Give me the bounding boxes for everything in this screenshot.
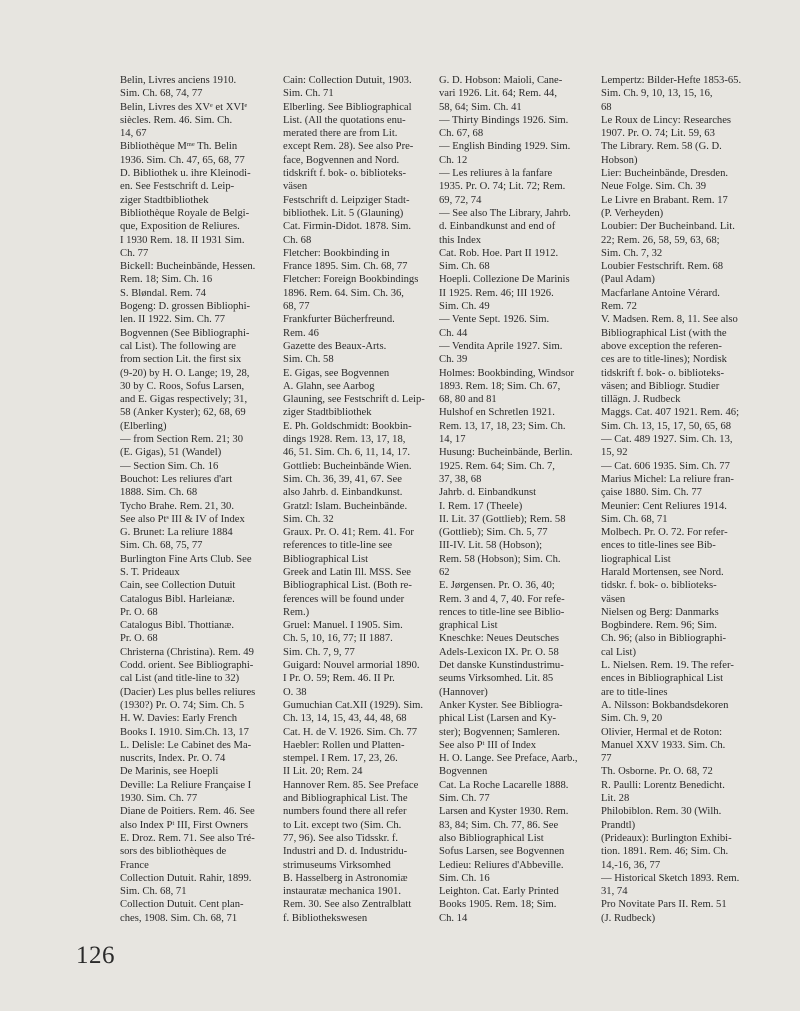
- index-line: Ch. 14: [439, 912, 468, 924]
- index-line: ces are to title-lines); Nordisk: [601, 354, 727, 366]
- index-line: (Dacier) Les plus belles reliures: [120, 686, 256, 698]
- index-line: references to title-line see: [283, 540, 393, 552]
- index-line: Sim. Ch. 71: [283, 88, 334, 100]
- index-line: Lit. 28: [601, 793, 630, 805]
- index-line: Belin, Livres anciens 1910.: [120, 75, 237, 86]
- index-line: (E. Gigas), 51 (Wandel): [120, 447, 222, 459]
- index-line: Th. Osborne. Pr. O. 68, 72: [601, 766, 713, 778]
- index-line: rences to title-line see Biblio-: [439, 606, 565, 618]
- index-line: Bibliographical List: [283, 553, 369, 565]
- index-line: I. Rem. 17 (Theele): [439, 500, 523, 512]
- index-line: väsen: [283, 181, 308, 193]
- index-line: III-IV. Lit. 58 (Hobson);: [439, 540, 543, 552]
- index-line: Sim. Ch. 77: [439, 793, 490, 805]
- index-line: strimuseums Virksomhed: [283, 859, 391, 871]
- index-line: Lempertz: Bilder-Hefte 1853-65.: [601, 75, 742, 86]
- index-line: — Vente Sept. 1926. Sim.: [439, 314, 550, 326]
- index-line: Rem. 3 and 4, 7, 40. For refe-: [439, 593, 565, 605]
- index-line: cal List (and title-line to 32): [120, 673, 240, 685]
- index-line: Bibliographical List. (Both re-: [283, 580, 412, 592]
- index-line: Sim. Ch. 68, 75, 77: [120, 540, 203, 552]
- index-line: Lier: Bucheinbände, Dresden.: [601, 168, 729, 180]
- index-line: Det danske Kunstindustrimu-: [439, 660, 564, 672]
- index-line: Sim. Ch. 68, 71: [120, 886, 187, 898]
- index-line: 15, 92: [601, 447, 628, 459]
- index-line: Neue Folge. Sim. Ch. 39: [601, 181, 707, 193]
- index-line: (Hannover): [439, 686, 488, 698]
- index-line: 1925. Rem. 64; Sim. Ch. 7,: [439, 460, 555, 472]
- index-line: 68, 80 and 81: [439, 394, 497, 406]
- index-line: S. T. Prideaux: [120, 566, 180, 578]
- index-line: Fletcher: Foreign Bookbindings: [283, 274, 419, 286]
- index-line: que, Exposition de Reliures.: [120, 221, 240, 233]
- index-line: A. Nilsson: Bokbandsdekoren: [601, 699, 729, 711]
- index-line: 14,-16, 36, 77: [601, 859, 661, 871]
- index-column-2: [283, 74, 433, 925]
- index-line: ziger Stadtbibliothek: [283, 407, 372, 419]
- index-line: face, Bogvennen and Nord.: [283, 154, 400, 166]
- index-line: Ch. 77: [120, 247, 149, 259]
- index-line: ferences will be found under: [283, 593, 405, 605]
- index-line: Molbech. Pr. O. 72. For refer-: [601, 527, 728, 539]
- index-line: Sim. Ch. 68: [439, 261, 490, 273]
- index-line: 14, 67: [120, 128, 147, 140]
- index-line: Le Roux de Lincy: Researches: [601, 114, 732, 126]
- index-line: (Gottlieb); Sim. Ch. 5, 77: [439, 527, 548, 539]
- index-line: (Prideaux): Burlington Exhibi-: [601, 832, 732, 844]
- index-line: — Historical Sketch 1893. Rem.: [601, 872, 740, 884]
- index-line: Meunier: Cent Reliures 1914.: [601, 500, 727, 512]
- index-line: Rem. 46: [283, 327, 319, 339]
- index-line: Ch. 39: [439, 354, 468, 366]
- page-number: 126: [76, 942, 115, 969]
- index-line: O. 38: [283, 686, 307, 698]
- index-line: II. Lit. 37 (Gottlieb); Rem. 58: [439, 513, 566, 525]
- index-line: 68, 77: [283, 301, 310, 313]
- index-line: 22; Rem. 26, 58, 59, 63, 68;: [601, 234, 720, 246]
- index-line: Cat. La Roche Lacarelle 1888.: [439, 779, 569, 791]
- index-line: I Pr. O. 59; Rem. 46. II Pr.: [283, 673, 395, 685]
- index-line: Manuel XXV 1933. Sim. Ch.: [601, 739, 726, 751]
- index-line: Cat. H. de V. 1926. Sim. Ch. 77: [283, 726, 418, 738]
- index-line: Guigard: Nouvel armorial 1890.: [283, 660, 420, 672]
- index-line: Deville: La Reliure Française I: [120, 779, 252, 791]
- index-line: Fletcher: Bookbinding in: [283, 247, 390, 259]
- index-line: II Lit. 20; Rem. 24: [283, 766, 363, 778]
- index-line: France 1895. Sim. Ch. 68, 77: [283, 261, 408, 273]
- index-line: Sim. Ch. 32: [283, 513, 334, 525]
- index-line: (J. Rudbeck): [601, 912, 656, 924]
- index-line: Rem. 72: [601, 301, 637, 313]
- index-line: Husung: Bucheinbände, Berlin.: [439, 447, 573, 459]
- index-line: Rem. 30. See also Zentralblatt: [283, 899, 412, 911]
- index-line: (P. Verheyden): [601, 207, 664, 219]
- index-line: De Marinis, see Hoepli: [120, 766, 219, 778]
- index-line: H. O. Lange. See Preface, Aarb.,: [439, 753, 578, 765]
- index-line: Leighton. Cat. Early Printed: [439, 886, 559, 898]
- index-line: Sim. Ch. 9, 10, 13, 15, 16,: [601, 88, 713, 100]
- index-line: Collection Dutuit. Rahir, 1899.: [120, 872, 252, 884]
- index-line: Hannover Rem. 85. See Preface: [283, 779, 419, 791]
- index-line: to Lit. except two (Sim. Ch.: [283, 819, 402, 831]
- index-line: instauratæ mechanica 1901.: [283, 886, 401, 898]
- index-line: Bibliographical List (with the: [601, 327, 727, 339]
- index-line: Le Livre en Brabant. Rem. 17: [601, 194, 728, 206]
- index-line: also Jahrb. d. Einbandkunst.: [283, 487, 403, 499]
- index-line: — Cat. 489 1927. Sim. Ch. 13,: [601, 434, 733, 446]
- index-line: Anker Kyster. See Bibliogra-: [439, 699, 563, 711]
- index-line: Sim. Ch. 7, 9, 77: [283, 646, 355, 658]
- index-line: Rem. 13, 17, 18, 23; Sim. Ch.: [439, 420, 566, 432]
- index-line: Greek and Latin Ill. MSS. See: [283, 566, 411, 578]
- index-line: nuscrits, Index. Pr. O. 74: [120, 753, 226, 765]
- index-line: Ch. 5, 10, 16, 77; II 1887.: [283, 633, 393, 645]
- index-line: 37, 38, 68: [439, 473, 482, 485]
- index-line: Glauning, see Festschrift d. Leip-: [283, 394, 425, 406]
- index-line: Sofus Larsen, see Bogvennen: [439, 846, 565, 858]
- index-line: Hoepli. Collezione De Marinis: [439, 274, 570, 286]
- index-line: seums Virksomhed. Lit. 85: [439, 673, 554, 685]
- index-line: Burlington Fine Arts Club. See: [120, 553, 252, 565]
- index-line: tidskrift f. bok- o. biblioteks-: [601, 367, 724, 379]
- index-line: Jahrb. d. Einbandkunst: [439, 487, 537, 499]
- index-line: tidskrift f. bok- o. biblioteks-: [283, 168, 406, 180]
- index-line: väsen: [601, 593, 626, 605]
- index-line: (9-20) by H. O. Lange; 19, 28,: [120, 367, 250, 379]
- index-line: 68: [601, 101, 612, 113]
- index-line: Philobiblon. Rem. 30 (Wilh.: [601, 806, 722, 818]
- index-line: A. Glahn, see Aarbog: [283, 380, 375, 392]
- index-line: Maggs. Cat. 407 1921. Rem. 46;: [601, 407, 740, 419]
- index-line: f. Bibliothekswesen: [283, 912, 368, 924]
- index-line: 1888. Sim. Ch. 68: [120, 487, 198, 499]
- index-line: Bouchot: Les reliures d'art: [120, 473, 233, 485]
- index-line: Cain: Collection Dutuit, 1903.: [283, 75, 412, 86]
- index-line: (Elberling): [120, 420, 167, 432]
- index-line: 58 (Anker Kyster); 62, 68, 69: [120, 407, 246, 419]
- index-line: The Library. Rem. 58 (G. D.: [601, 141, 722, 153]
- index-line: E. Jørgensen. Pr. O. 36, 40;: [439, 580, 555, 592]
- index-line: H. W. Davies: Early French: [120, 713, 238, 725]
- index-line: d. Einbandkunst and end of: [439, 221, 556, 233]
- index-line: 1930. Sim. Ch. 77: [120, 793, 198, 805]
- index-line: len. II 1922. Sim. Ch. 77: [120, 314, 226, 326]
- index-line: tion. 1891. Rem. 46; Sim. Ch.: [601, 846, 729, 858]
- index-line: bibliothek. Lit. 5 (Glauning): [283, 207, 404, 219]
- index-line: Cat. Rob. Hoe. Part II 1912.: [439, 247, 559, 259]
- index-line: Books 1905. Rem. 18; Sim.: [439, 899, 557, 911]
- index-line: Sim. Ch. 13, 15, 17, 50, 65, 68: [601, 420, 732, 432]
- index-line: numbers found there all refer: [283, 806, 407, 818]
- index-line: Bibliothèque Mᵐᵉ Th. Belin: [120, 141, 238, 153]
- index-line: Rem.): [283, 606, 310, 618]
- index-line: Sim. Ch. 68, 71: [601, 513, 668, 525]
- index-line: E. Ph. Goldschmidt: Bookbin-: [283, 420, 412, 432]
- index-line: liographical List: [601, 553, 671, 565]
- index-line: Belin, Livres des XVᵉ et XVIᵉ: [120, 101, 248, 113]
- index-line: Collection Dutuit. Cent plan-: [120, 899, 244, 911]
- index-line: — See also The Library, Jahrb.: [439, 207, 571, 219]
- index-line: Books I. 1910. Sim.Ch. 13, 17: [120, 726, 249, 738]
- index-line: Pro Novitate Pars II. Rem. 51: [601, 899, 727, 911]
- index-line: L. Nielsen. Rem. 19. The refer-: [601, 660, 734, 672]
- index-line: Bickell: Bucheinbände, Hessen.: [120, 261, 256, 273]
- index-line: — Vendita Aprile 1927. Sim.: [439, 340, 563, 352]
- index-line: Gumuchian Cat.XII (1929). Sim.: [283, 699, 424, 711]
- index-line: merated there are from Lit.: [283, 128, 398, 140]
- index-line: Pr. O. 68: [120, 606, 158, 618]
- index-line: 1907. Pr. O. 74; Lit. 59, 63: [601, 128, 715, 140]
- index-line: Sim. Ch. 7, 32: [601, 247, 663, 259]
- index-line: 83, 84; Sim. Ch. 77, 86. See: [439, 819, 559, 831]
- index-line: See also Pᵗ III of Index: [439, 739, 537, 751]
- index-line: B. Hasselberg in Astronomiæ: [283, 872, 408, 884]
- index-line: tillägn. J. Rudbeck: [601, 394, 681, 406]
- index-line: Haebler: Rollen und Platten-: [283, 739, 405, 751]
- index-line: (Paul Adam): [601, 274, 655, 286]
- index-line: from section Lit. the first six: [120, 354, 242, 366]
- index-line: phical List (Larsen and Ky-: [439, 713, 557, 725]
- index-line: — Section Sim. Ch. 16: [120, 460, 219, 472]
- index-line: çaise 1880. Sim. Ch. 77: [601, 487, 702, 499]
- index-line: stempel. I Rem. 17, 23, 26.: [283, 753, 398, 765]
- index-line: 31, 74: [601, 886, 628, 898]
- index-line: Sim. Ch. 9, 20: [601, 713, 663, 725]
- index-line: Loubier Festschrift. Rem. 68: [601, 261, 724, 273]
- index-line: France: [120, 859, 149, 871]
- index-line: Bogeng: D. grossen Bibliophi-: [120, 301, 251, 313]
- index-line: ences in Bibliographical List: [601, 673, 724, 685]
- index-line: Macfarlane Antoine Vérard.: [601, 287, 720, 299]
- index-line: Marius Michel: La reliure fran-: [601, 473, 734, 485]
- index-line: and Bibliographical List. The: [283, 793, 408, 805]
- index-line: R. Paulli: Lorentz Benedicht.: [601, 779, 725, 791]
- index-line: 77, 96). See also Tidsskr. f.: [283, 832, 399, 844]
- index-line: List. (All the quotations enu-: [283, 114, 406, 126]
- index-line: 69, 72, 74: [439, 194, 482, 206]
- index-column-4: [601, 74, 753, 925]
- index-line: sors des bibliothèques de: [120, 846, 227, 858]
- index-line: II 1925. Rem. 46; III 1926.: [439, 287, 554, 299]
- index-line: Sim. Ch. 68, 74, 77: [120, 88, 203, 100]
- index-line: — English Binding 1929. Sim.: [439, 141, 571, 153]
- index-line: Ch. 13, 14, 15, 43, 44, 48, 68: [283, 713, 407, 725]
- index-line: Pr. O. 68: [120, 633, 158, 645]
- index-line: Larsen and Kyster 1930. Rem.: [439, 806, 569, 818]
- index-line: Kneschke: Neues Deutsches: [439, 633, 560, 645]
- index-line: Ch. 67, 68: [439, 128, 484, 140]
- index-line: G. D. Hobson: Maioli, Cane-: [439, 75, 563, 86]
- index-line: vari 1926. Lit. 64; Rem. 44,: [439, 88, 557, 100]
- index-line: ster); Bogvennen; Samleren.: [439, 726, 560, 738]
- index-line: Christerna (Christina). Rem. 49: [120, 646, 254, 658]
- index-line: Ch. 96; (also in Bibliographi-: [601, 633, 727, 645]
- index-line: ches, 1908. Sim. Ch. 68, 71: [120, 912, 238, 924]
- index-line: Sim. Ch. 36, 39, 41, 67. See: [283, 473, 402, 485]
- index-line: — Cat. 606 1935. Sim. Ch. 77: [601, 460, 730, 472]
- index-line: Rem. 18; Sim. Ch. 16: [120, 274, 213, 286]
- index-line: (1930?) Pr. O. 74; Sim. Ch. 5: [120, 699, 245, 711]
- index-line: G. Brunet: La reliure 1884: [120, 527, 233, 539]
- index-line: 1893. Rem. 18; Sim. Ch. 67,: [439, 380, 561, 392]
- index-line: 30 by C. Roos, Sofus Larsen,: [120, 380, 245, 392]
- index-line: except Rem. 28). See also Pre-: [283, 141, 414, 153]
- index-line: above exception the referen-: [601, 340, 722, 352]
- index-line: siècles. Rem. 46. Sim. Ch.: [120, 114, 233, 126]
- index-line: this Index: [439, 234, 482, 246]
- index-line: Gazette des Beaux-Arts.: [283, 340, 387, 352]
- index-line: 46, 51. Sim. Ch. 6, 11, 14, 17.: [283, 447, 411, 459]
- index-line: Sim. Ch. 16: [439, 872, 490, 884]
- index-line: — Thirty Bindings 1926. Sim.: [439, 114, 569, 126]
- index-line: Ch. 68: [283, 234, 312, 246]
- index-line: Ch. 44: [439, 327, 468, 339]
- index-line: — Les reliures à la fanfare: [439, 168, 553, 180]
- index-line: dings 1928. Rem. 13, 17, 18,: [283, 434, 406, 446]
- index-line: Hobson): [601, 154, 638, 166]
- index-line: Ledieu: Reliures d'Abbeville.: [439, 859, 564, 871]
- index-line: Bogvennen: [439, 766, 488, 778]
- index-line: Industri and D. d. Industridu-: [283, 846, 408, 858]
- index-line: Ch. 12: [439, 154, 468, 166]
- index-line: 58, 64; Sim. Ch. 41: [439, 101, 522, 113]
- index-line: also Index Pᵗ III, First Owners: [120, 819, 248, 831]
- index-line: Codd. orient. See Bibliographi-: [120, 660, 254, 672]
- index-line: Harald Mortensen, see Nord.: [601, 566, 724, 578]
- index-line: Tycho Brahe. Rem. 21, 30.: [120, 500, 235, 512]
- index-line: Diane de Poitiers. Rem. 46. See: [120, 806, 255, 818]
- index-line: Rem. 58 (Hobson); Sim. Ch.: [439, 553, 561, 565]
- index-line: 1936. Sim. Ch. 47, 65, 68, 77: [120, 154, 245, 166]
- index-line: 1896. Rem. 64. Sim. Ch. 36,: [283, 287, 404, 299]
- index-line: Prandtl): [601, 819, 636, 831]
- index-line: tidskr. f. bok- o. biblioteks-: [601, 580, 717, 592]
- index-line: Gottlieb: Bucheinbände Wien.: [283, 460, 412, 472]
- index-line: S. Bløndal. Rem. 74: [120, 287, 206, 299]
- index-line: ziger Stadtbibliothek: [120, 194, 209, 206]
- index-line: Gratzl: Islam. Bucheinbände.: [283, 500, 408, 512]
- index-line: Adels-Lexicon IX. Pr. O. 58: [439, 646, 559, 658]
- index-line: cal List). The following are: [120, 340, 237, 352]
- index-line: cal List): [601, 646, 637, 658]
- index-line: See also Ptˢ III & IV of Index: [120, 513, 245, 525]
- index-line: 14, 17: [439, 434, 466, 446]
- index-line: Nielsen og Berg: Danmarks: [601, 606, 719, 618]
- index-line: Sim. Ch. 58: [283, 354, 334, 366]
- index-line: Hulshof en Schretlen 1921.: [439, 407, 555, 419]
- index-line: väsen; and Bibliogr. Studier: [601, 380, 720, 392]
- index-line: 62: [439, 566, 450, 578]
- index-line: E. Droz. Rem. 71. See also Tré-: [120, 832, 255, 844]
- index-line: and E. Gigas respectively; 31,: [120, 394, 248, 406]
- index-line: Loubier: Der Bucheinband. Lit.: [601, 221, 735, 233]
- index-line: also Bibliographical List: [439, 832, 544, 844]
- index-line: Bogvennen (See Bibliographi-: [120, 327, 250, 339]
- index-line: en. See Festschrift d. Leip-: [120, 181, 235, 193]
- index-line: Cat. Firmin-Didot. 1878. Sim.: [283, 221, 412, 233]
- index-line: — from Section Rem. 21; 30: [120, 434, 243, 446]
- index-line: Elberling. See Bibliographical: [283, 101, 412, 113]
- index-line: Cain, see Collection Dutuit: [120, 580, 236, 592]
- index-line: Graux. Pr. O. 41; Rem. 41. For: [283, 527, 414, 539]
- index-line: Frankfurter Bücherfreund.: [283, 314, 395, 326]
- index-line: 1935. Pr. O. 74; Lit. 72; Rem.: [439, 181, 566, 193]
- index-line: Catalogus Bibl. Thottianæ.: [120, 620, 234, 632]
- index-line: 77: [601, 753, 612, 765]
- index-line: E. Gigas, see Bogvennen: [283, 367, 390, 379]
- index-line: V. Madsen. Rem. 8, 11. See also: [601, 314, 738, 326]
- index-line: I 1930 Rem. 18. II 1931 Sim.: [120, 234, 245, 246]
- index-column-1: [120, 74, 272, 925]
- index-line: D. Bibliothek u. ihre Kleinodi-: [120, 168, 251, 180]
- index-line: Holmes: Bookbinding, Windsor: [439, 367, 575, 379]
- index-line: Festschrift d. Leipziger Stadt-: [283, 194, 410, 206]
- index-line: Bibliothèque Royale de Belgi-: [120, 207, 250, 219]
- index-column-3: [439, 74, 589, 925]
- index-line: Sim. Ch. 49: [439, 301, 490, 313]
- index-line: Olivier, Hermal et de Roton:: [601, 726, 723, 738]
- index-line: Bogbindere. Rem. 96; Sim.: [601, 620, 717, 632]
- index-line: Gruel: Manuel. I 1905. Sim.: [283, 620, 403, 632]
- index-line: L. Delisle: Le Cabinet des Ma-: [120, 739, 252, 751]
- index-line: ences to title-lines see Bib-: [601, 540, 716, 552]
- index-line: are to title-lines: [601, 686, 668, 698]
- index-line: graphical List: [439, 620, 498, 632]
- index-line: Catalogus Bibl. Harleianæ.: [120, 593, 235, 605]
